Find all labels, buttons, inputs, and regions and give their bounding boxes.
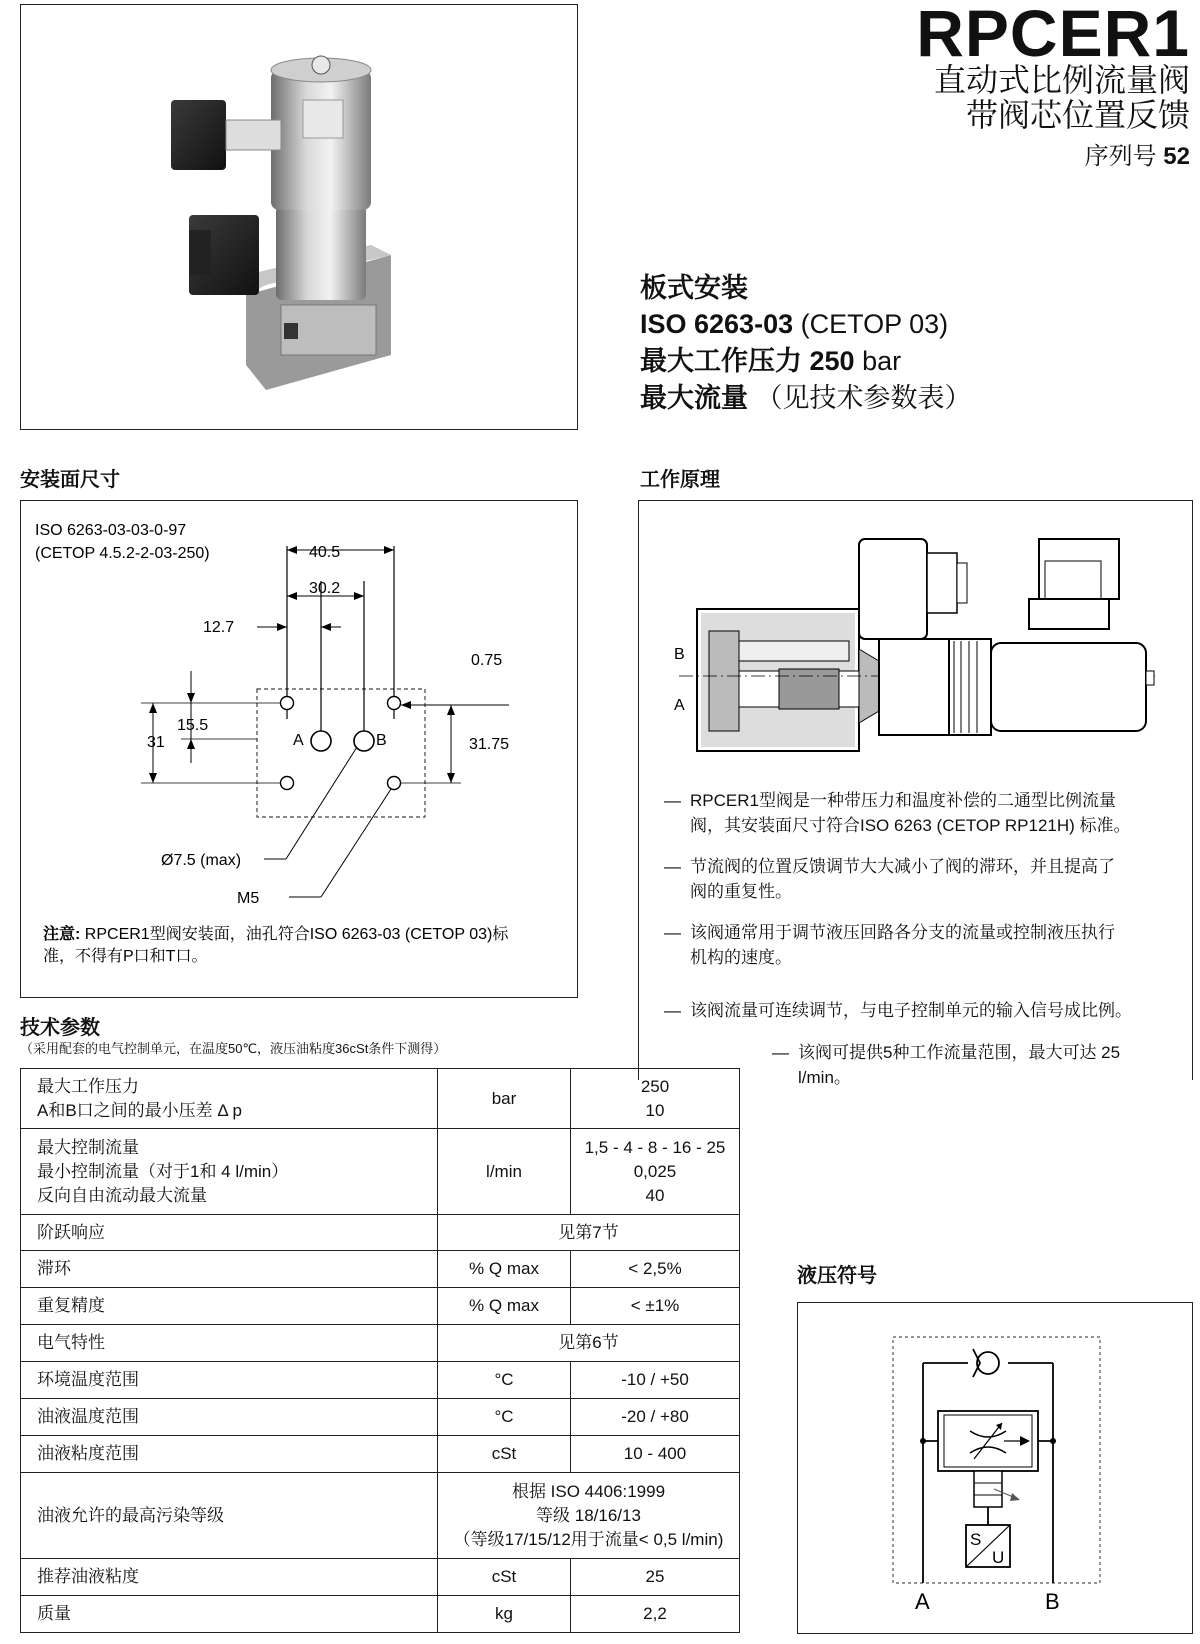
mounting-type: 板式安装 [640,273,748,303]
serial-number [1085,142,1190,172]
iso-standard-cetop: (CETOP 03) [800,309,949,339]
max-pressure-value: 250 [809,346,855,376]
product-photo [21,5,576,428]
max-pressure-unit: bar [862,346,902,376]
product-model: RPCER1 [916,0,1190,70]
max-pressure [640,345,901,377]
dim-thread: M5 [237,890,260,907]
valve-cross-section [639,501,1189,761]
table-row: 油液温度范围 °C -20 / +80 [21,1399,740,1436]
product-subtitle-1: 直动式比例流量阀 [933,62,1190,98]
mounting-std-line2: (CETOP 4.5.2-2-03-250) [35,545,210,562]
symbol-port-a: A [915,1589,930,1614]
table-row: 最大控制流量 最小控制流量（对于1和 4 l/min） 反向自由流动最大流量 l/min 1,5 - 4 - 8 - 16 - 25 0,025 40 [21,1129,740,1215]
table-row: 质量 kg 2,2 [21,1596,740,1633]
table-row: 电气特性 见第6节 [21,1325,740,1362]
hydraulic-symbol [798,1303,1191,1632]
dim-31: 31 [147,734,165,751]
port-b-label: B [376,732,387,749]
max-flow-label: 最大流量 [640,383,748,413]
max-flow [640,382,972,414]
principle-bullet-1: — RPCER1型阀是一种带压力和温度补偿的二通型比例流量 阀，其安装面尺寸符合ISO 6263 (CETOP RP121H) 标准。 [664,791,1131,835]
principle-port-a: A [674,697,685,714]
product-photo-frame [20,4,578,430]
symbol-port-b: B [1045,1589,1060,1614]
port-a-label: A [293,732,304,749]
symbol-s: S [970,1530,982,1549]
principle-port-b: B [674,646,685,663]
mounting-drawing-frame [20,500,578,998]
dim-hole-dia: Ø7.5 (max) [161,852,242,869]
table-row: 滞环 % Q max < 2,5% [21,1251,740,1288]
max-pressure-label: 最大工作压力 [640,346,802,376]
principle-section-title: 工作原理 [640,469,720,491]
svg-text:注意: RPCER1型阀安装面，油孔符合ISO [43,924,509,943]
table-row: 重复精度 % Q max < ±1% [21,1288,740,1325]
dim-0-75: 0.75 [471,652,503,669]
mounting-note-text-2: 准，不得有P口和T口。 [43,948,208,965]
tech-section-title: 技术参数 [20,1017,100,1039]
tech-section-subtitle: （采用配套的电气控制单元，在温度50℃，液压油粘度36cSt条件下测得） [20,1041,447,1056]
table-row: 最大工作压力 A和B口之间的最小压差 Δ p bar 250 10 [21,1069,740,1129]
principle-bullet-2: — 节流阀的位置反馈调节大大减小了阀的滞环，并且提高了 阀的重复性。 [664,857,1115,901]
symbol-frame [797,1302,1193,1634]
serial-value: 52 [1163,143,1190,170]
dim-12-7: 12.7 [203,619,235,636]
max-flow-note: （见技术参数表） [755,383,972,413]
table-row: 油液允许的最高污染等级 根据 ISO 4406:1999 等级 18/16/13 （等级17/15/12用于流量< 0,5 l/min) [21,1473,740,1559]
principle-bullet-4: — 该阀流量可连续调节，与电子控制单元的输入信号成比例。 [664,1001,1132,1020]
dim-31-75: 31.75 [469,736,510,753]
mounting-section-title: 安装面尺寸 [20,469,120,491]
tech-table [20,1068,740,1633]
iso-standard-code: ISO 6263-03 [640,309,794,339]
dim-30-2: 30.2 [309,580,341,597]
mounting-std-line1: ISO 6263-03-03-0-97 [35,522,187,539]
symbol-section-title: 液压符号 [797,1265,877,1287]
dim-40-5: 40.5 [309,544,341,561]
principle-bullet-5: — 该阀可提供5种工作流量范围，最大可达 25 l/min。 [772,1043,1121,1087]
mounting-note-text: RPCER1型阀安装面，油孔符合ISO 6263-03 (CETOP 03)标 [84,926,509,943]
table-row: 环境温度范围 °C -10 / +50 [21,1362,740,1399]
mounting-note-label: 注意: [43,926,81,943]
table-row: 阶跃响应 见第7节 [21,1215,740,1251]
mounting-drawing [21,501,576,996]
table-row: 推荐油液粘度 cSt 25 [21,1559,740,1596]
dim-15-5: 15.5 [177,717,209,734]
principle-bullet-3: — 该阀通常用于调节液压回路各分支的流量或控制液压执行 机构的速度。 [664,923,1115,967]
product-subtitle-2: 带阀芯位置反馈 [965,97,1190,133]
table-row: 油液粘度范围 cSt 10 - 400 [21,1436,740,1473]
symbol-u: U [992,1548,1005,1567]
serial-label: 序列号 [1084,143,1157,170]
iso-standard [640,308,948,340]
